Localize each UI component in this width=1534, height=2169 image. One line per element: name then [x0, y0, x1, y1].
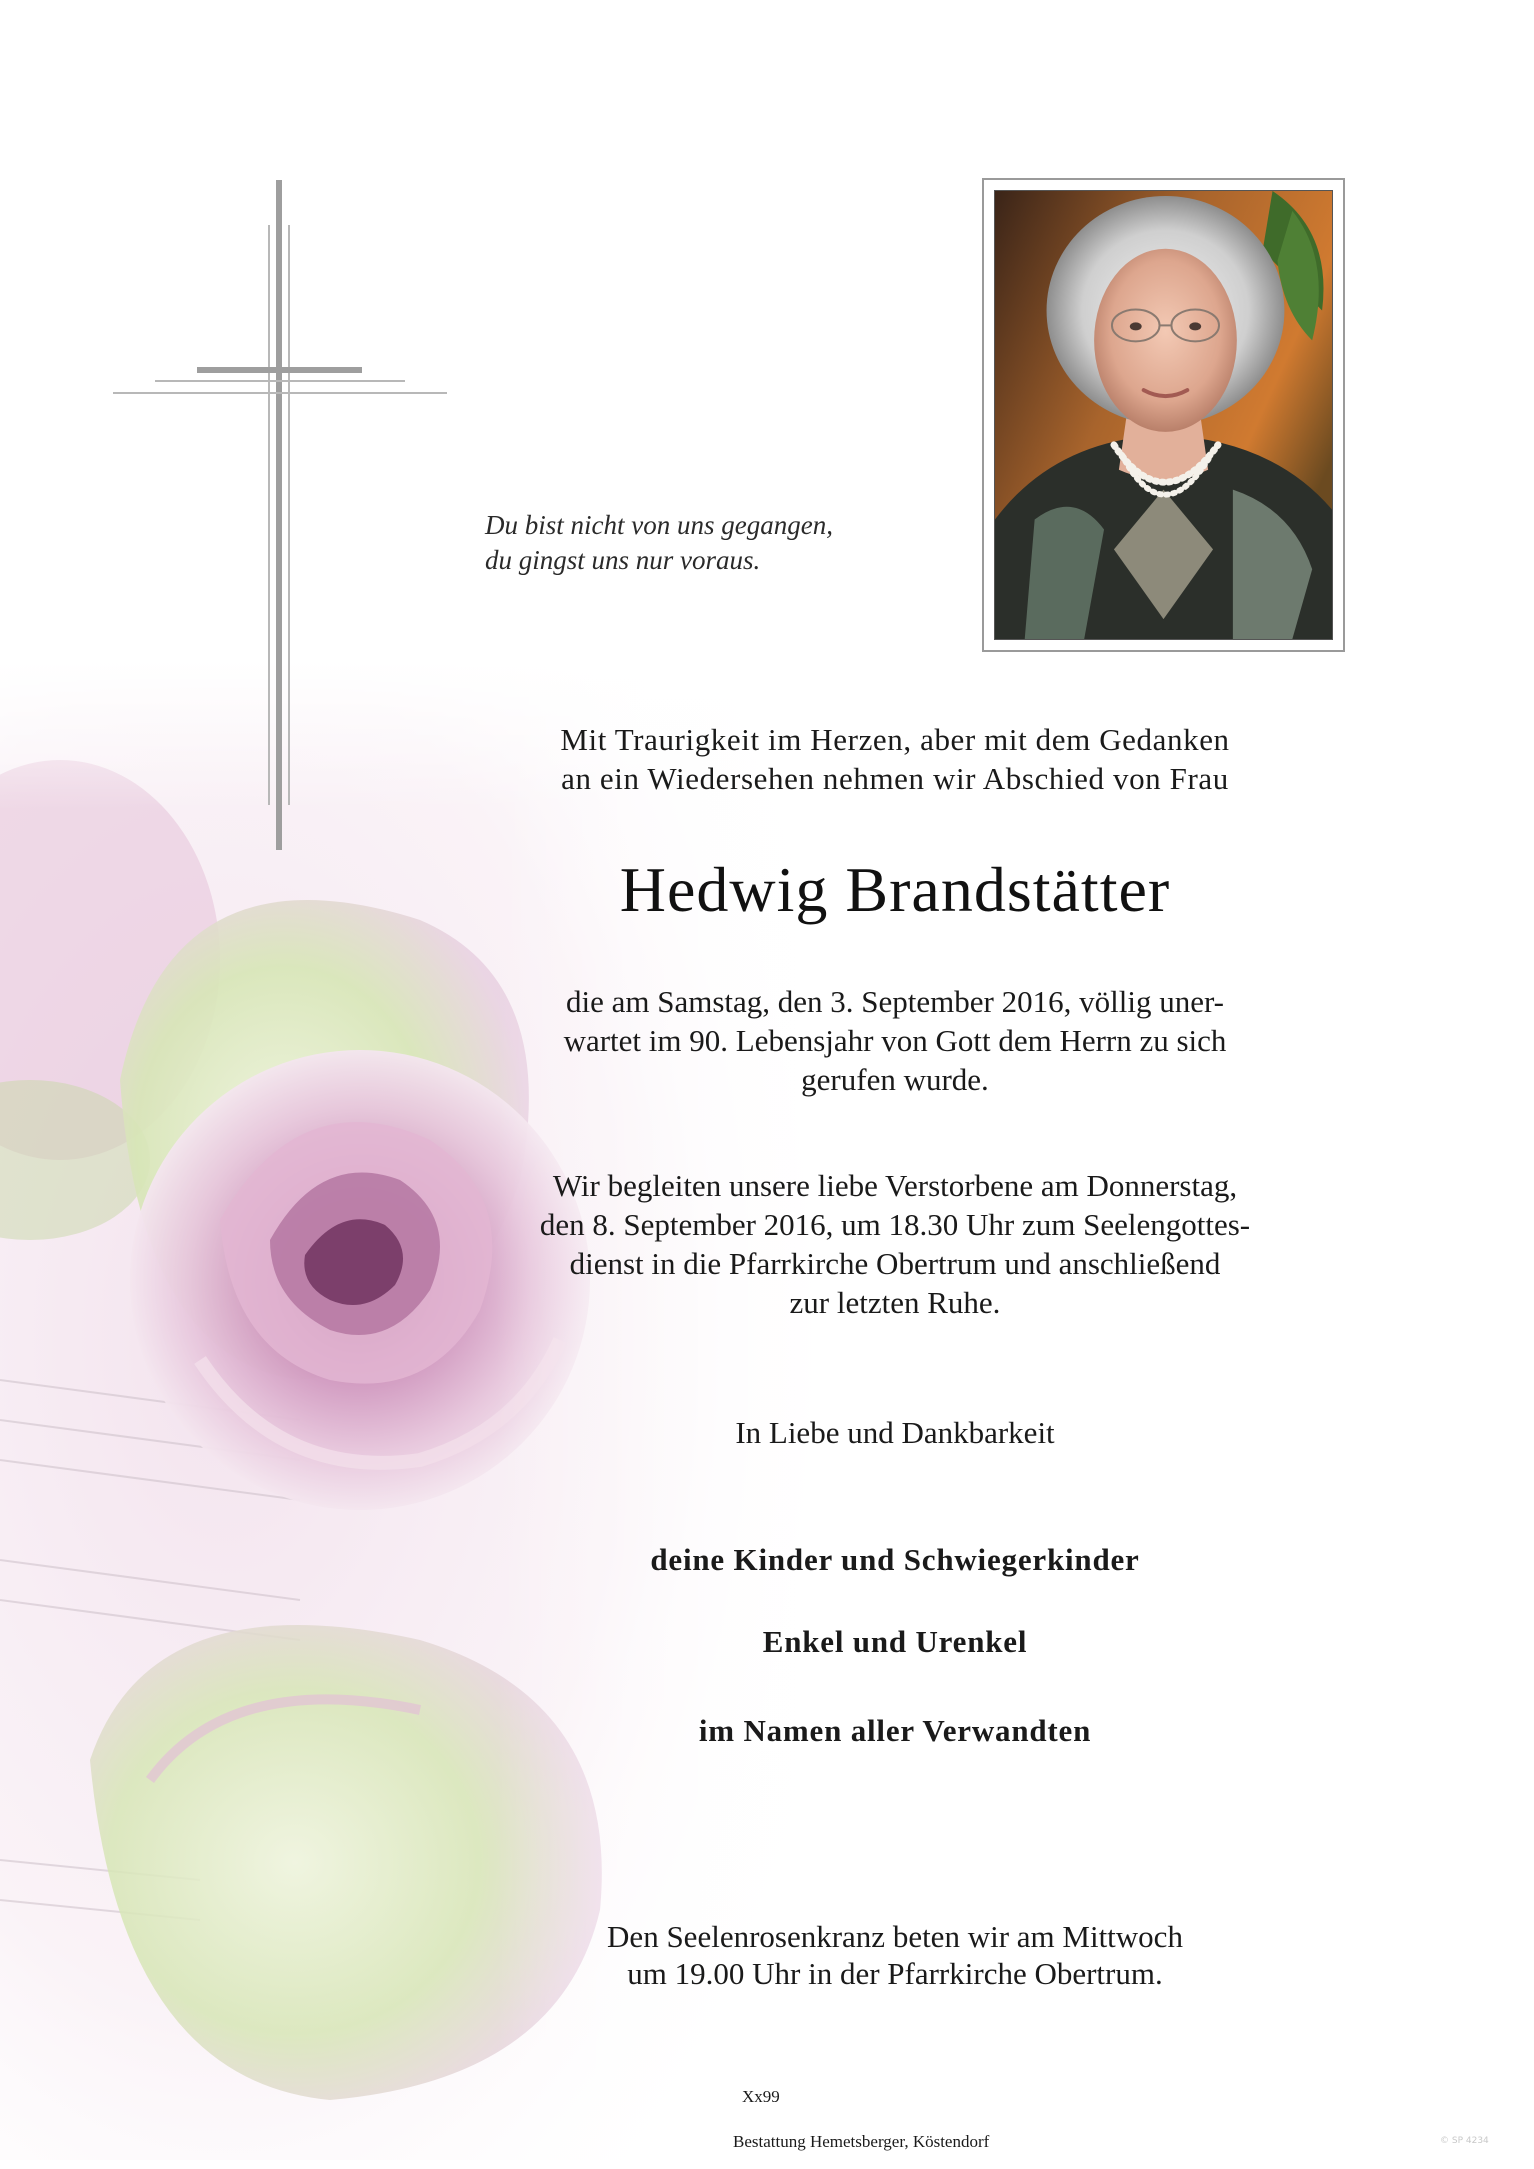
deceased-name: Hedwig Brandstätter [619, 854, 1171, 925]
cross-icon [110, 180, 450, 850]
quote [485, 508, 965, 578]
rosary-line-1: Den Seelenrosenkranz beten wir am Mittwoch [607, 1919, 1183, 1954]
funeral-paragraph [485, 1166, 1305, 1322]
mourner-relatives: im Namen aller Verwandten [698, 1713, 1092, 1748]
rosary-line-2: um 19.00 Uhr in der Pfarrkirche Obertrum. [627, 1956, 1163, 1991]
rosary-notice [485, 1918, 1305, 1992]
intro-line-1: Mit Traurigkeit im Herzen, aber mit dem Gedanken [560, 722, 1230, 757]
portrait-photo [994, 190, 1333, 640]
mourner-children: deine Kinder und Schwiegerkinder [650, 1542, 1140, 1577]
quote-line-1: Du bist nicht von uns gegangen, [485, 510, 833, 540]
death-line-1: die am Samstag, den 3. September 2016, völlig uner- [566, 984, 1224, 1019]
death-line-3: gerufen wurde. [801, 1062, 989, 1097]
funeral-line-1: Wir begleiten unsere liebe Verstorbene am Donnerstag, [552, 1168, 1238, 1203]
funeral-line-2: den 8. September 2016, um 18.30 Uhr zum Seelengottes- [539, 1207, 1251, 1242]
intro-line-2: an ein Wiedersehen nehmen wir Abschied von Frau [561, 761, 1229, 796]
mourner-grandchildren: Enkel und Urenkel [762, 1624, 1028, 1659]
thanks-line: In Liebe und Dankbarkeit [735, 1415, 1055, 1450]
watermark: © SP 4234 [1440, 2136, 1489, 2146]
notice-code: Xx99 [742, 2087, 780, 2106]
funeral-line-4: zur letzten Ruhe. [789, 1285, 1001, 1320]
quote-line-2: du gingst uns nur voraus. [485, 545, 761, 575]
death-line-2: wartet im 90. Lebensjahr von Gott dem Herrn zu sich [563, 1023, 1227, 1058]
portrait-frame [982, 178, 1345, 652]
undertaker-name: Bestattung Hemetsberger, Köstendorf [733, 2132, 990, 2151]
funeral-line-3: dienst in die Pfarrkirche Obertrum und anschließend [569, 1246, 1221, 1281]
intro-text [485, 720, 1305, 798]
death-paragraph [485, 982, 1305, 1099]
